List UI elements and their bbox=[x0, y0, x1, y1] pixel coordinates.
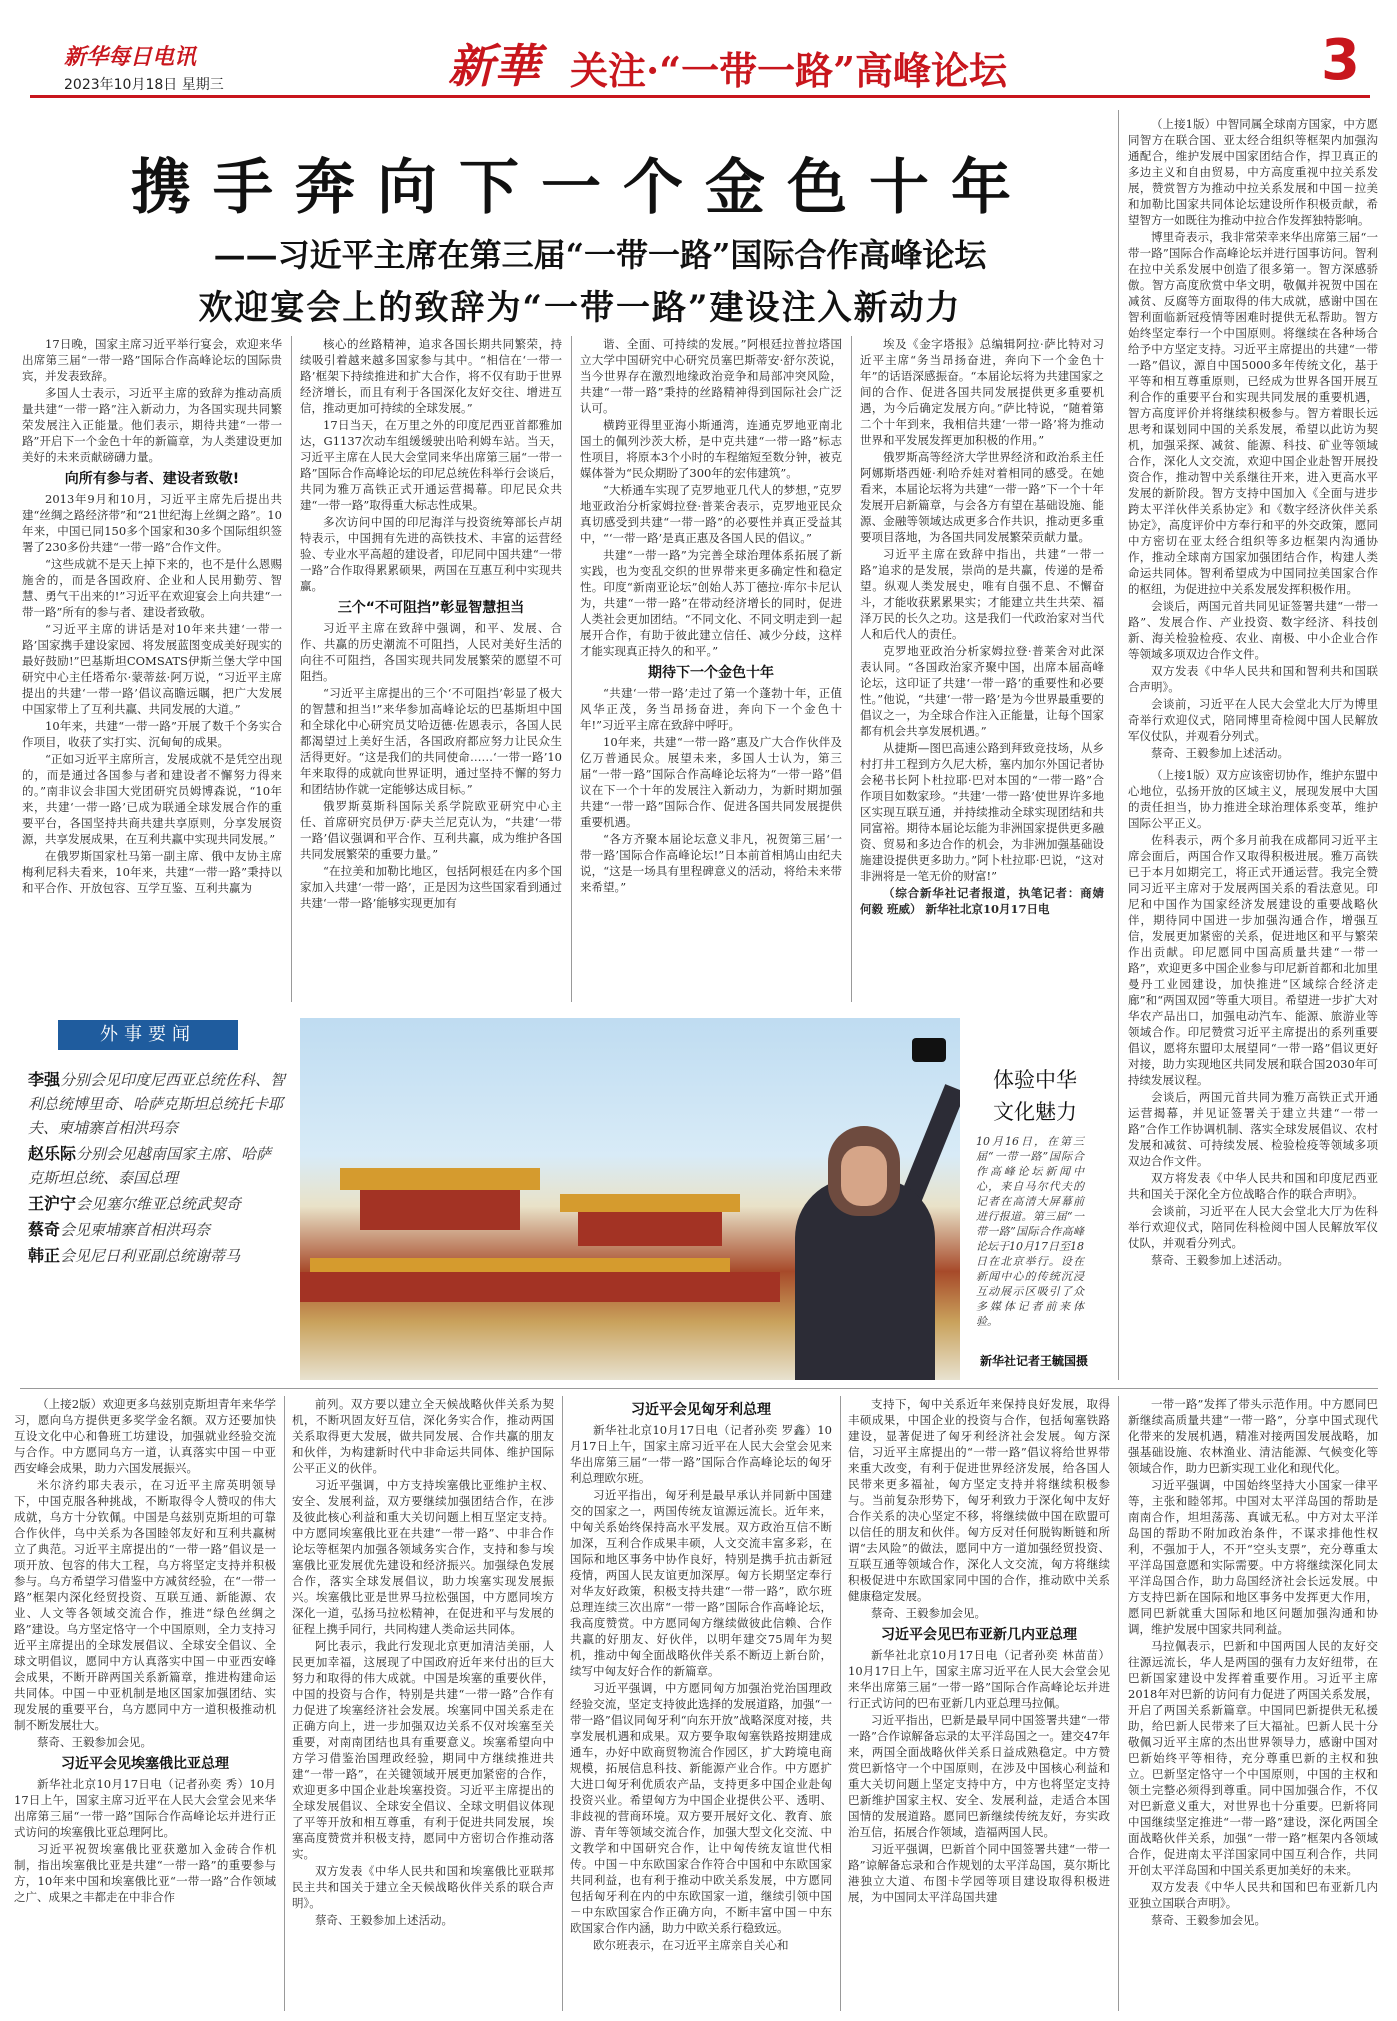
paragraph: 双方发表《中华人民共和国和巴布亚新几内亚独立国联合声明》。 bbox=[1128, 1880, 1378, 1910]
paragraph: （上接1版）中智同属全球南方国家，中方愿同智方在联合国、亚太经合组织等框架内加强沟通配合，维护发展中国家团结合作，捍卫真正的多边主义和自由贸易，中方高度重视中拉关系发展，赞赏智方为推动中拉关系发展和中国－拉美和加勒比国家共同体论坛建设所作积极贡献，希望智方一如既往为推动中拉合作发挥独特影响。 bbox=[1128, 117, 1378, 227]
leader-name: 蔡奇 bbox=[28, 1220, 61, 1239]
paragraph: 新华社北京10月17日电（记者孙奕 林苗苗）10月17日上午，国家主席习近平在人民大会堂会见来华出席第三届“一带一路”国际合作高峰论坛并进行正式访问的巴布亚新几内亚总理马拉佩。 bbox=[848, 1648, 1110, 1710]
foreign-news-title: 外事要闻 bbox=[58, 1020, 238, 1050]
paragraph: 蔡奇、王毅参加上述活动。 bbox=[315, 1913, 453, 1927]
paragraph: 蔡奇、王毅参加会见。 bbox=[1151, 1913, 1266, 1927]
list-item bbox=[28, 1068, 286, 1140]
paragraph: 多国人士表示，习近平主席的致辞为推动高质量共建“一带一路”注入新动力，为各国实现共同繁荣发展注入正能量。他们表示，期待共建“一带一路”开启下一个金色十年的新篇章，为人类建设更加美好的未来贡献磅礴力量。 bbox=[22, 386, 282, 464]
list-item bbox=[28, 1192, 286, 1216]
brand-name: 新华每日电讯 bbox=[64, 44, 197, 70]
paragraph: 习近平指出，巴新是最早同中国签署共建“一带一路”合作谅解备忘录的太平洋岛国之一。建交47年来，两国全面战略伙伴关系日益成熟稳定。中方赞赏巴新恪守一个中国原则，在涉及中国核心利益和重大关切问题上坚定支持中方，中方也将坚定支持巴新维护国家主权、安全、发展利益，走适合本国国情的发展道路。愿同巴新继续传统友好，夯实政治互信，拓展合作领域，造福两国人民。 bbox=[848, 1713, 1110, 1839]
item-text: 会见塞尔维亚总统武契奇 bbox=[76, 1195, 242, 1213]
paragraph: 会谈前，习近平在人民大会堂北大厅为博里奇举行欢迎仪式，陪同博里奇检阅中国人民解放军仪仗队，并观看分列式。 bbox=[1128, 697, 1378, 743]
paragraph: 蔡奇、王毅参加会见。 bbox=[871, 1606, 986, 1620]
article-column-4 bbox=[860, 336, 1104, 1002]
paragraph: “习近平主席的讲话是对10年来共建‘一带一路’国家携手建设家园、将发展蓝图变成美好现实的最好鼓励!”巴基斯坦COMSATS伊斯兰堡大学中国研究中心主任塔希尔·蒙蒂兹·阿万说，“习近平主席提出的共建‘一带一路’倡议高瞻远瞩，把广大发展中国家带上了互利共赢、共同发展的大道。” bbox=[22, 622, 282, 716]
paragraph: 会谈前，习近平在人民大会堂北大厅为佐科举行欢迎仪式，陪同佐科检阅中国人民解放军仪仗队，并观看分列式。 bbox=[1128, 1204, 1378, 1250]
paragraph: 新华社北京10月17日电（记者孙奕 秀）10月17日上午，国家主席习近平在人民大会堂会见来华出席第三届“一带一路”国际合作高峰论坛并进行正式访问的埃塞俄比亚总理阿比。 bbox=[14, 1777, 276, 1839]
palace-wall bbox=[360, 1190, 520, 1230]
paragraph: 横跨亚得里亚海小斯通湾，连通克罗地亚南北国土的佩列沙茨大桥，是中克共建“一带一路”标志性项目，将原本3个小时的车程缩短至数分钟，被克媒体誉为“民众期盼了300年的宏伟建筑”。 bbox=[580, 418, 842, 480]
list-item bbox=[28, 1218, 286, 1242]
masthead bbox=[30, 18, 1370, 98]
item-text: 会见尼日利亚副总统谢蒂马 bbox=[60, 1247, 241, 1265]
sub-headline: ——习近平主席在第三届“一带一路”国际合作高峰论坛 bbox=[213, 236, 987, 274]
paragraph: 习近平指出，匈牙利是最早承认并同新中国建交的国家之一，两国传统友谊源远流长。近年来，中匈关系始终保持高水平发展。双方政治互信不断加深，互利合作成果丰硕，人文交流丰富多彩，在国际和地区事务中协作良好，特别是携手抗击新冠疫情，两国人民友谊更加深厚。匈方长期坚定奉行对华友好政策，积极支持共建“一带一路”，欧尔班总理连续三次出席“一带一路”国际合作高峰论坛，我高度赞赏。中方愿同匈方继续做彼此信赖、合作共赢的好朋友、好伙伴，以明年建交75周年为契机，推动中匈全面战略伙伴关系不断迈上新台阶，续写中匈友好合作的新篇章。 bbox=[570, 1488, 832, 1678]
paragraph: “大桥通车实现了克罗地亚几代人的梦想，”克罗地亚政治分析家姆拉登·普莱舍表示，克罗地亚民众真切感受到共建“一带一路”的必要性并真正受益其中，“‘一带一路’是真正惠及各国人民的倡议。” bbox=[580, 483, 842, 545]
paragraph: 习近平主席在致辞中强调，和平、发展、合作、共赢的历史潮流不可阻挡，人民对美好生活的向往不可阻挡，各国实现共同发展繁荣的愿望不可阻挡。 bbox=[300, 621, 562, 683]
list-item bbox=[28, 1142, 286, 1190]
paragraph: 前列。双方要以建立全天候战略伙伴关系为契机，不断巩固友好互信，深化务实合作，推动两国关系取得更大发展，做共同发展、合作共赢的朋友和伙伴，为构建新时代中非命运共同体、维护国际公平正义的伙伴。 bbox=[292, 1397, 554, 1475]
paragraph: “在拉美和加勒比地区，包括阿根廷在内多个国家加入共建‘一带一路’，正是因为这些国家看到通过共建‘一带一路’能够实现更加有 bbox=[300, 864, 562, 910]
column-rule bbox=[562, 1396, 563, 2011]
paragraph: “这些成就不是天上掉下来的，也不是什么恩赐施舍的，而是各国政府、企业和人民用勤劳、智慧、勇气干出来的!”习近平在欢迎宴会上向共建“一带一路”所有的参与者、建设者致敬。 bbox=[22, 557, 282, 619]
paragraph: 俄罗斯莫斯科国际关系学院欧亚研究中心主任、首席研究员伊万·萨夫兰尼克认为，“共建‘一带一路’倡议强调和平合作、互利共赢，成为维护各国共同发展繁荣的重要力量。” bbox=[300, 799, 562, 861]
paragraph: 多次访问中国的印尼海洋与投资统筹部长卢胡特表示，中国拥有先进的高铁技术、丰富的运营经验、专业水平高超的建设者，印尼同中国共建“一带一路”合作取得累累硕果，两国在互惠互利中实现共赢。 bbox=[300, 515, 562, 593]
bottom-column-3 bbox=[570, 1396, 832, 2011]
paragraph: 克罗地亚政治分析家姆拉登·普莱舍对此深表认同。“各国政治家齐聚中国，出席本届高峰论坛，这印证了共建‘一带一路’的重要性和必要性。”他说，“共建‘一带一路’是为今世界最重要的倡议之一，为全球合作注入正能量，让每个国家都有机会共享发展机遇。” bbox=[860, 644, 1104, 738]
palace-roof bbox=[560, 1194, 740, 1212]
paragraph: 蔡奇、王毅参加会见。 bbox=[37, 1735, 152, 1749]
paragraph: 俄罗斯高等经济大学世界经济和政治系主任阿娜斯塔西娅·利哈乔娃对着相同的感受。在她看来，本届论坛将为共建“一带一路”下一个十年发展开启新篇章，与会各方有望在基础设施、能源、金融等领域达成更多合作共识，推动更多重要项目落地，为各国共同发展繁荣贡献力量。 bbox=[860, 450, 1104, 544]
bottom-column-1 bbox=[14, 1396, 276, 2011]
paragraph: 双方将发表《中华人民共和国和印度尼西亚共和国关于深化全方位战略合作的联合声明》。 bbox=[1128, 1171, 1378, 1201]
photo-caption: 10月16日，在第三届“一带一路”国际合作高峰论坛新闻中心，来自马尔代夫的记者在高清大屏幕前进行报道。第三届“一带一路”国际合作高峰论坛于10月17日至18日在北京举行。设在新闻中心的传统沉浸互动展示区吸引了众多媒体记者前来体验。 bbox=[976, 1135, 1084, 1328]
palace-roof bbox=[310, 1258, 730, 1272]
leader-name: 赵乐际 bbox=[28, 1144, 77, 1163]
paragraph: （上接1版）双方应该密切协作，维护东盟中心地位，弘扬开放的区域主义，展现发展中大国的责任担当，协力推进全球治理体系变革，维护国际公平正义。 bbox=[1128, 768, 1378, 830]
item-text: 分别会见越南国家主席、哈萨克斯坦总统、泰国总理 bbox=[28, 1145, 272, 1187]
news-photo bbox=[300, 1018, 960, 1380]
leader-name: 王沪宁 bbox=[28, 1194, 77, 1213]
photo-title: 体验中华文化魅力 bbox=[993, 1068, 1077, 1124]
story-headline: 习近平会见匈牙利总理 bbox=[631, 1402, 771, 1418]
paragraph: “习近平主席提出的三个‘不可阻挡’彰显了极大的智慧和担当!”来华参加高峰论坛的巴基斯坦中国和全球化中心研究员艾哈迈德·佐恩表示，各国人民都渴望过上美好生活，各国政府都应努力让民众生活得更好。“这是我们的共同使命……‘一带一路’10年来取得的成就向世界证明，通过坚持不懈的努力和团结协作就一定能够达成目标。” bbox=[300, 686, 562, 796]
paragraph: 从捷斯—图巴高速公路到拜致竞技场，从乡村打井工程到方久尼大桥，塞内加尔外国记者协会秘书长阿卜杜拉耶·巴对本国的“一带一路”合作项目如数家珍。“共建‘一带一路’使世界许多地区实现互联互通，并持续推动全球实现团结和共同富裕。期待本届论坛能为非洲国家提供更多融资、贸易和多边合作的机会，为非洲加强基础设施建设提供更多助力。”阿卜杜拉耶·巴说，“这对非洲将是一笔无价的财富!” bbox=[860, 741, 1104, 883]
column-rule bbox=[851, 336, 852, 1002]
page-number: 3 bbox=[1321, 28, 1360, 93]
leader-name: 李强 bbox=[28, 1070, 61, 1089]
column-rule bbox=[291, 336, 292, 1002]
palace-wall bbox=[300, 1272, 780, 1302]
paragraph: 佐科表示，两个多月前我在成都同习近平主席会面后，两国合作又取得积极进展。雅万高铁已于本月如期完工，将正式开通运营。我完全赞同习近平主席对于发展两国关系的看法意见。印尼和中国作为国家经济发展建设的重要战略伙伴，期待同中国进一步加强沟通合作，增强互信，发展更加紧密的关系，促进地区和平与繁荣作出贡献。印尼愿同中国高质量共建“一带一路”，欢迎更多中国企业参与印尼新首都和北加里曼丹工业园建设，加快推进“区域综合经济走廊”和“两国双园”等重大项目。希望进一步扩大对华农产品出口，加强电动汽车、能源、旅游业等领域合作。印尼赞赏习近平主席提出的系列重要倡议，愿将东盟印太展望同“一带一路”倡议更好对接，助力实现地区共同发展和联合国2030年可持续发展议程。 bbox=[1128, 833, 1378, 1087]
bottom-column-2 bbox=[292, 1396, 554, 2011]
paragraph: 欧尔班表示，在习近平主席亲自关心和 bbox=[593, 1938, 789, 1952]
paragraph: 会谈后，两国元首共同见证签署共建“一带一路”、发展合作、产业投资、数字经济、科技创新、海关检验检疫、农业、南极、中小企业合作等领域多项双边合作文件。 bbox=[1128, 599, 1378, 661]
paragraph: 习近平强调，中方支持埃塞俄比亚维护主权、安全、发展利益，双方要继续加强团结合作，在涉及彼此核心利益和重大关切问题上相互坚定支持。中方愿同埃塞俄比亚在共建“一带一路”、中非合作论坛等框架内加强各领域务实合作，支持和参与埃塞俄比亚发展优先建设和经济振兴。加强绿色发展合作，落实全球发展倡议，助力埃塞实现发展振兴。埃塞俄比亚是世界马拉松强国，中方愿同埃方深化一道，弘扬马拉松精神，在促进和平与发展的征程上携手同行，共同构建人类命运共同体。 bbox=[292, 1478, 554, 1636]
palace-wall bbox=[578, 1212, 722, 1246]
story-headline: 习近平会见埃塞俄比亚总理 bbox=[61, 1756, 229, 1772]
article-column-1 bbox=[22, 336, 282, 1002]
item-text: 会见柬埔寨首相洪玛奈 bbox=[60, 1221, 211, 1239]
paragraph: 蔡奇、王毅参加上述活动。 bbox=[1151, 1253, 1289, 1267]
paragraph: “共建‘一带一路’走过了第一个蓬勃十年，正值风华正茂，务当昂扬奋进，奔向下一个金色十年!”习近平主席在致辞中呼吁。 bbox=[580, 686, 842, 732]
paragraph: 一带一路”发挥了带头示范作用。中方愿同巴新继续高质量共建“一带一路”，分享中国式现代化带来的发展机遇，精准对接两国发展战略，加强基础设施、农林渔业、清洁能源、气候变化等领域合作，助力巴新实现工业化和现代化。 bbox=[1128, 1397, 1378, 1475]
subhead: 三个“不可阻挡”彰显智慧担当 bbox=[337, 600, 525, 616]
item-text: 分别会见印度尼西亚总统佐科、智利总统博里奇、哈萨克斯坦总统托卡耶夫、柬埔寨首相洪玛奈 bbox=[28, 1071, 286, 1137]
article-column-2 bbox=[300, 336, 562, 1002]
column-rule bbox=[284, 1396, 285, 2011]
paragraph: 支持下，匈中关系近年来保持良好发展，取得丰硕成果，中国企业的投资与合作，包括匈塞铁路建设，显著促进了匈牙利经济社会发展。匈方深信，习近平主席提出的“一带一路”倡议将给世界带来重大改变，有利于促进世界经济发展，给各国人民带来更多福祉，匈方坚定支持并将继续积极参与。当前复杂形势下，匈牙利致力于深化匈中友好合作关系的决心坚定不移，将继续做中国在欧盟可以信任的朋友和伙伴。匈方反对任何脱钩断链和所谓“去风险”的做法，愿同中方一道加强经贸投资、互联互通等领域合作，深化人文交流，匈方将继续积极促进中东欧国家同中国的合作，推动欧中关系健康稳定发展。 bbox=[848, 1397, 1110, 1603]
paragraph: 新华社北京10月17日电（记者孙奕 罗鑫）10月17日上午，国家主席习近平在人民大会堂会见来华出席第三届“一带一路”国际合作高峰论坛的匈牙利总理欧尔班。 bbox=[570, 1423, 832, 1485]
paragraph: 共建“一带一路”为完善全球治理体系拓展了新实践，也为变乱交织的世界带来更多确定性和稳定性。印度“新南亚论坛”创始人苏丁德拉·库尔卡尼认为，共建“一带一路”在带动经济增长的同时，促进人类社会更加团结。“不同文化、不同文明走到一起展开合作，有助于彼此建立信任、减少分歧，这样才能实现真正持久的和平。” bbox=[580, 548, 842, 658]
foreign-news-box bbox=[20, 1018, 290, 1380]
list-item bbox=[28, 1244, 286, 1268]
camera-icon bbox=[912, 1038, 946, 1062]
paragraph: 2013年9月和10月，习近平主席先后提出共建“丝绸之路经济带”和“21世纪海上丝绸之路”。10年来，中国已同150多个国家和30多个国际组织签署了230多份共建“一带一路”合作文件。 bbox=[22, 492, 282, 554]
section-rule bbox=[20, 1388, 1378, 1389]
paragraph: 习近平祝贺埃塞俄比亚获邀加入金砖合作机制，指出埃塞俄比亚是共建“一带一路”的重要参与方，10年来中国和埃塞俄比亚“一带一路”合作领域之广、成果之丰都走在中非合作 bbox=[14, 1842, 276, 1904]
paragraph: 蔡奇、王毅参加上述活动。 bbox=[1151, 746, 1289, 760]
paragraph: 博里奇表示，我非常荣幸来华出席第三届“一带一路”国际合作高峰论坛并进行国事访问。智利在拉中关系发展中创造了很多第一。智方深感骄傲。智方高度欣赏中华文明，敬佩并祝贺中国在减贫、反腐等方面取得的伟大成就，感谢中国在智利面临新冠疫情等困难时提供无私帮助。智方始终坚定奉行一个中国原则。将继续在各种场合给予中方坚定支持。习近平主席提出的共建“一带一路”倡议，源自中国5000多年传统文化，基于平等和相互尊重原则，已经成为世界各国开展互利合作的重要平台和实现共同发展的重要机遇，智方高度评价并将继续积极参与。智方着眼长远思考和谋划同中国的关系发展，希望以此访为契机，加强采探、减贫、能源、科技、矿业等领域合作，深化人文交流，欢迎中国企业赴智开展投资合作，推动智中关系继往开来，进入更高水平发展的新阶段。智方支持中国加入《全面与进步跨太平洋伙伴关系协定》和《数字经济伙伴关系协定》，高度评价中方奉行和平的外交政策，愿同中方密切在亚太经合组织等多边框架内沟通协作，推动全球南方国家加强团结合作，构建人类命运共同体。智利希望成为中国同拉美国家合作的枢纽，为促进拉中关系发展发挥积极作用。 bbox=[1128, 230, 1378, 596]
paragraph: 阿比表示，我此行发现北京更加清洁美丽，人民更加幸福，这展现了中国政府近年来付出的巨大努力和取得的伟大成就。中国是埃塞的重要伙伴，中国的投资与合作，特别是共建“一带一路”合作有力促进了埃塞经济社会发展。埃塞同中国关系走在正确方向上，进一步加强双边关系不仅对埃塞至关重要，对南南团结也具有重要意义。埃塞希望向中方学习借鉴治国理政经验，期同中方继续推进共建“一带一路”，在关键领域开展更加紧密的合作，欢迎更多中国企业赴埃塞投资。习近平主席提出的全球发展倡议、全球安全倡议、全球文明倡议体现了平等开放和相互尊重，有利于促进共同发展，埃塞高度赞赏并积极支持，愿同中方密切合作推动落实。 bbox=[292, 1639, 554, 1861]
paragraph: 在俄罗斯国家杜马第一副主席、俄中友协主席梅利尼科夫看来，10年来，共建“一带一路”秉持以和平合作、开放包容、互学互鉴、互利共赢为 bbox=[22, 849, 282, 895]
column-rule bbox=[840, 1396, 841, 2011]
paragraph: 会谈后，两国元首共同为雅万高铁正式开通运营揭幕，并见证签署关于建立共建“一带一路”合作工作协调机制、落实全球发展倡议、农村发展和减贫、可持续发展、检验检疫等领域多项双边合作文件。 bbox=[1128, 1090, 1378, 1168]
paragraph: 17日当天，在万里之外的印度尼西亚首都雅加达，G1137次动车组缓缓驶出哈利姆车站。当天，习近平主席在人民大会堂同来华出席第三届“一带一路”国际合作高峰论坛的印尼总统佐科举行会谈后，共同为雅万高铁正式开通运营揭幕。印尼民众共建“一带一路”取得重大标志性成果。 bbox=[300, 418, 562, 512]
paragraph: 双方发表《中华人民共和国和埃塞俄比亚联邦民主共和国关于建立全天候战略伙伴关系的联合声明》。 bbox=[292, 1864, 554, 1910]
paragraph: 习近平强调，中方愿同匈方加强治党治国理政经验交流，坚定支持彼此选择的发展道路，加强“一带一路”倡议同匈牙利“向东开放”战略深度对接，共享发展机遇和成果。双方要争取匈塞铁路按期建成通车，办好中欧商贸物流合作园区，扩大跨境电商规模，拓展信息科技、新能源产业合作。中方愿扩大进口匈牙利优质农产品，支持更多中国企业赴匈投资兴业。希望匈方为中国企业提供公平、透明、非歧视的营商环境。双方要开展好文化、教育、旅游、青年等领域交流合作，加强大型文化交流、中文教学和中国研究合作，让中匈传统友谊世代相传。中国－中东欧国家合作符合中国和中东欧国家共同利益，也有利于推动中欧关系发展，中方愿同包括匈牙利在内的中东欧国家一道，继续引领中国－中东欧国家合作正确方向，不断丰富中国－中东欧国家合作内涵，助力中欧关系行稳致远。 bbox=[570, 1681, 832, 1935]
paragraph: 核心的丝路精神，追求各国长期共同繁荣，持续吸引着越来越多国家参与其中。“相信在‘一带一路’框架下持续推进和扩大合作，将不仅有助于世界经济增长，而且有利于各国深化友好交往、增进互信，推动更加可持续的全球发展。” bbox=[300, 337, 562, 415]
story-headline: 习近平会见巴布亚新几内亚总理 bbox=[881, 1627, 1077, 1643]
section-title: 关注·“一带一路”高峰论坛 bbox=[570, 48, 1007, 93]
paragraph: 10年来，共建“一带一路”开展了数千个务实合作项目，收获了实打实、沉甸甸的成果。 bbox=[22, 719, 282, 749]
bottom-column-4 bbox=[848, 1396, 1110, 2011]
paragraph: “正如习近平主席所言，发展成就不是凭空出现的，而是通过各国参与者和建设者不懈努力得来的。”南非议会非国大党团研究员姆博森说，“10年来，共建‘一带一路’已成为联通全球发展合作的重要平台，各国坚持共商共建共享原则，分享发展资源，共享发展成果，在互利共赢中实现共同发展。” bbox=[22, 752, 282, 846]
paragraph: 10年来，共建“一带一路”惠及广大合作伙伴及亿万普通民众。展望未来，多国人士认为，第三届“一带一路”国际合作高峰论坛将为“一带一路”倡议在下一个十年的发展注入新动力，为新时期加强共建“一带一路”国际合作、促进各国共同发展提供重要机遇。 bbox=[580, 735, 842, 829]
article-column-3 bbox=[580, 336, 842, 1002]
paragraph: 习近平主席在致辞中指出，共建“一带一路”追求的是发展，崇尚的是共赢，传递的是希望。纵观人类发展史，唯有自强不息、不懈奋斗，才能收获累累果实；才能建立共生共荣、福泽万民的长久之功。这是我们一代政治家对当代人和后代人的责任。 bbox=[860, 547, 1104, 641]
paragraph: 谐、全面、可持续的发展。”阿根廷拉普拉塔国立大学中国研究中心研究员塞巴斯蒂安·舒尔茨说，当今世界存在激烈地缘政治竞争和局部冲突风险，共建“一带一路”秉持的丝路精神得到国际社会广泛认可。 bbox=[580, 337, 842, 415]
paragraph: （上接2版）欢迎更多乌兹别克斯坦青年来华学习，愿向乌方提供更多奖学金名额。双方还要加快互设文化中心和鲁班工坊建设，加强就业经验交流与合作。中方愿同乌方一道，认真落实中国－中亚西安峰会成果，助力六国发展振兴。 bbox=[14, 1397, 276, 1475]
foreign-news-list bbox=[28, 1068, 286, 1270]
paragraph: 米尔济约耶夫表示，在习近平主席英明领导下，中国克服各种挑战，不断取得令人赞叹的伟大成就，乌方十分钦佩。中国是乌兹别克斯坦的可靠合作伙伴，乌中关系为各国睦邻友好和互利共赢树立了典范。习近平主席提出的“一带一路”倡议是一项开放、包容的伟大工程，乌方将坚定支持并积极参与。乌方希望学习借鉴中方减贫经验，在“一带一路”框架内深化经贸投资、互联互通、新能源、农业、人文等各领域交流合作，推进“绿色丝绸之路”建设。乌方坚定恪守一个中国原则，全力支持习近平主席提出的全球发展倡议、全球安全倡议、全球文明倡议，愿同中方认真落实中国－中亚西安峰会成果，不断开辟两国关系新篇章，推进构建命运共同体。中国－中亚机制是地区国家加强团结、实现发展的重要平台，乌方愿同中方一道积极推动机制不断发展壮大。 bbox=[14, 1478, 276, 1732]
paragraph: 马拉佩表示，巴新和中国两国人民的友好交往源远流长，华人是两国的强有力友好纽带，在巴新国家建设中发挥着重要作用。习近平主席2018年对巴新的访问有力促进了两国关系发展，开启了两国关系新篇章。中国同巴新提供无私援助，给巴新人民带来了巨大福祉。巴新人民十分敬佩习近平主席的杰出世界领导力，感谢中国对巴新始终平等相待，充分尊重巴新的主权和独立。巴新坚定恪守一个中国原则，中国的主权和领土完整必须得到尊重。同中国加强合作，不仅对巴新意义重大，对世界也十分重要。巴新将同中国继续坚定推进“一带一路”建设，深化两国全面战略伙伴关系，加强“一带一路”框架内各领域合作，促进南太平洋国家同中国互利合作，共同开创太平洋岛国和中国关系更加美好的未来。 bbox=[1128, 1639, 1378, 1877]
deck-headline: 欢迎宴会上的致辞为“一带一路”建设注入新动力 bbox=[198, 288, 962, 328]
subhead: 向所有参与者、建设者致敬! bbox=[64, 471, 240, 487]
leader-name: 韩正 bbox=[28, 1246, 61, 1265]
paragraph: 双方发表《中华人民共和国和智利共和国联合声明》。 bbox=[1128, 664, 1378, 694]
bottom-column-5 bbox=[1128, 1396, 1378, 2011]
column-rule bbox=[1118, 110, 1119, 1380]
subhead: 期待下一个金色十年 bbox=[648, 665, 774, 681]
issue-date: 2023年10月18日 星期三 bbox=[64, 77, 224, 93]
paragraph: 埃及《金字塔报》总编辑阿拉·萨比特对习近平主席“务当昂扬奋进，奔向下一个金色十年”的话语深感振奋。“本届论坛将为共建国家之间的合作、促进各国共同发展提供更多重要机遇，为今后确定发展方向。”萨比特说，“随着第二个十年到来，我相信共建‘一带一路’将为推动世界和平发展发挥更加积极的作用。” bbox=[860, 337, 1104, 447]
photo-credit: 新华社记者王毓国摄 bbox=[979, 1354, 1088, 1368]
xinhua-logo: 新華 bbox=[448, 39, 540, 93]
main-headline: 携手奔向下一个金色十年 bbox=[131, 153, 1033, 223]
right-column bbox=[1128, 116, 1378, 1380]
paragraph: 习近平强调，巴新首个同中国签署共建“一带一路”谅解备忘录和合作规划的太平洋岛国，莫尔斯比港独立大道、布图卡学园等项目建设取得积极进展，为中国同太平洋岛国共建 bbox=[848, 1842, 1110, 1904]
palace-roof bbox=[340, 1168, 540, 1190]
paragraph: “各方齐聚本届论坛意义非凡，祝贺第三届‘一带一路’国际合作高峰论坛!”日本前首相鸠山由纪夫说，“这是一场具有里程碑意义的活动，将给未来带来希望。” bbox=[580, 832, 842, 894]
reporter-face bbox=[841, 1146, 887, 1206]
column-rule bbox=[571, 336, 572, 1002]
article-credit: （综合新华社记者报道，执笔记者：商婧 何毅 班威） 新华社北京10月17日电 bbox=[860, 886, 1104, 916]
paragraph: 17日晚，国家主席习近平举行宴会，欢迎来华出席第三届“一带一路”国际合作高峰论坛的国际贵宾，并发表致辞。 bbox=[22, 337, 282, 383]
column-rule bbox=[1118, 1396, 1119, 2011]
paragraph: 习近平强调，中国始终坚持大小国家一律平等，主张和睦邻邦。中国对太平洋岛国的帮助是南南合作，坦坦荡荡、真诚无私。中方对太平洋岛国的帮助不附加政治条件，不谋求排他性权利，不强加于人，不开“空头支票”，充分尊重太平洋岛国意愿和实际需要。中方将继续深化同太平洋岛国合作，助力岛国经济社会长远发展。中方支持巴新在国际和地区事务中发挥更大作用，愿同巴新就重大国际和地区问题加强沟通和协调，维护发展中国家共同利益。 bbox=[1128, 1478, 1378, 1636]
